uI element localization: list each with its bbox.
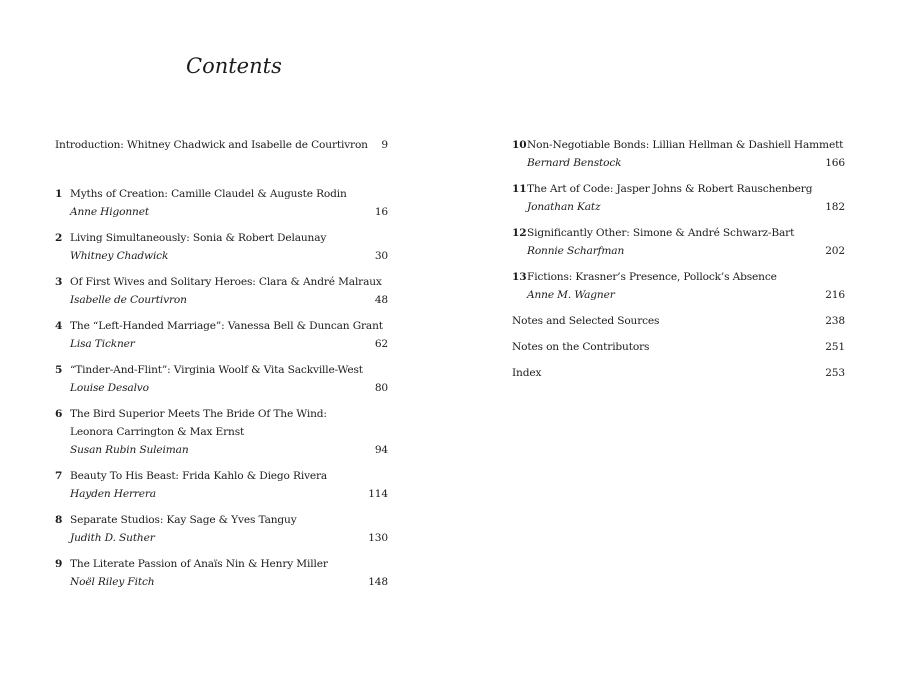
chapter-number: 5 — [55, 364, 63, 376]
back-matter-title: Notes on the Contributors — [512, 341, 650, 353]
chapter-number: 2 — [55, 232, 63, 244]
back-matter-title: Index — [512, 367, 542, 379]
chapter-author: Ronnie Scharfman — [527, 245, 625, 257]
chapter-title: Non-Negotiable Bonds: Lillian Hellman & Dashiell Hammett — [527, 139, 844, 151]
chapter-number: 8 — [55, 514, 63, 526]
back-matter-page: 251 — [825, 341, 845, 353]
chapter-page: 182 — [825, 201, 845, 213]
chapter-page: 114 — [368, 488, 388, 500]
chapter-title-continued: Leonora Carrington & Max Ernst — [70, 426, 245, 438]
chapter-author: Whitney Chadwick — [70, 250, 169, 262]
introduction-title: Introduction: Whitney Chadwick and Isabelle de Courtivron — [55, 139, 368, 151]
chapter-author: Isabelle de Courtivron — [70, 294, 187, 306]
chapter-title: Separate Studios: Kay Sage & Yves Tanguy — [70, 514, 297, 526]
chapter-author: Noël Riley Fitch — [70, 576, 155, 588]
back-matter-page: 238 — [825, 315, 845, 327]
chapter-number: 6 — [55, 408, 63, 420]
chapter-number: 11 — [512, 183, 527, 195]
chapter-number: 1 — [55, 188, 63, 200]
chapter-number: 4 — [55, 320, 63, 332]
toc-entry-5[interactable] — [55, 361, 388, 397]
chapter-author: Anne Higonnet — [70, 206, 149, 218]
chapter-number: 10 — [512, 139, 527, 151]
page-title: Contents — [186, 54, 282, 78]
chapter-number: 13 — [512, 271, 527, 283]
chapter-author: Susan Rubin Suleiman — [70, 444, 189, 456]
chapter-page: 202 — [825, 245, 845, 257]
chapter-title: Fictions: Krasner’s Presence, Pollock’s Absence — [527, 271, 777, 283]
toc-chapters-left — [55, 185, 388, 599]
toc-entry-12[interactable] — [512, 224, 845, 260]
chapter-page: 94 — [374, 444, 388, 456]
introduction-page: 9 — [381, 139, 388, 151]
chapter-author: Lisa Tickner — [70, 338, 135, 350]
toc-entry-3[interactable] — [55, 273, 388, 309]
toc-entry-7[interactable] — [55, 467, 388, 503]
chapter-title: The Art of Code: Jasper Johns & Robert Rauschenberg — [527, 183, 813, 195]
toc-entry-4[interactable] — [55, 317, 388, 353]
chapter-number: 7 — [55, 470, 63, 482]
chapter-title: Living Simultaneously: Sonia & Robert Delaunay — [70, 232, 327, 244]
chapter-author: Judith D. Suther — [70, 532, 155, 544]
toc-introduction[interactable] — [55, 136, 388, 154]
chapter-title: Beauty To His Beast: Frida Kahlo & Diego Rivera — [70, 470, 328, 482]
chapter-page: 16 — [374, 206, 388, 218]
chapter-page: 62 — [374, 338, 388, 350]
chapter-page: 48 — [374, 294, 388, 306]
toc-entry-8[interactable] — [55, 511, 388, 547]
toc-entry-2[interactable] — [55, 229, 388, 265]
toc-entry-11[interactable] — [512, 180, 845, 216]
chapter-number: 12 — [512, 227, 527, 239]
chapter-title: The Bird Superior Meets The Bride Of The Wind: — [70, 408, 327, 420]
chapter-title: Myths of Creation: Camille Claudel & Auguste Rodin — [70, 188, 347, 200]
back-matter-page: 253 — [825, 367, 845, 379]
toc-chapters-right — [512, 136, 845, 390]
chapter-author: Hayden Herrera — [70, 488, 156, 500]
chapter-author: Louise Desalvo — [70, 382, 149, 394]
toc-index[interactable] — [512, 364, 845, 382]
toc-left-column — [55, 136, 388, 154]
chapter-title: Of First Wives and Solitary Heroes: Clara & André Malraux — [70, 276, 382, 288]
chapter-page: 130 — [368, 532, 388, 544]
toc-entry-13[interactable] — [512, 268, 845, 304]
chapter-page: 216 — [825, 289, 845, 301]
chapter-title: Significantly Other: Simone & André Schwarz-Bart — [527, 227, 795, 239]
toc-entry-6[interactable] — [55, 405, 388, 459]
chapter-page: 80 — [374, 382, 388, 394]
chapter-author: Bernard Benstock — [527, 157, 622, 169]
toc-notes-contributors[interactable] — [512, 338, 845, 356]
chapter-number: 9 — [55, 558, 63, 570]
toc-notes-sources[interactable] — [512, 312, 845, 330]
back-matter-title: Notes and Selected Sources — [512, 315, 660, 327]
chapter-page: 166 — [825, 157, 845, 169]
toc-entry-9[interactable] — [55, 555, 388, 591]
chapter-number: 3 — [55, 276, 63, 288]
chapter-title: The “Left-Handed Marriage”: Vanessa Bell & Duncan Grant — [70, 320, 383, 332]
chapter-title: The Literate Passion of Anaïs Nin & Henry Miller — [70, 558, 328, 570]
chapter-page: 30 — [374, 250, 388, 262]
chapter-page: 148 — [368, 576, 388, 588]
chapter-author: Anne M. Wagner — [527, 289, 615, 301]
toc-entry-10[interactable] — [512, 136, 845, 172]
chapter-author: Jonathan Katz — [527, 201, 601, 213]
toc-entry-1[interactable] — [55, 185, 388, 221]
chapter-title: “Tinder-And-Flint”: Virginia Woolf & Vita Sackville-West — [70, 364, 363, 376]
